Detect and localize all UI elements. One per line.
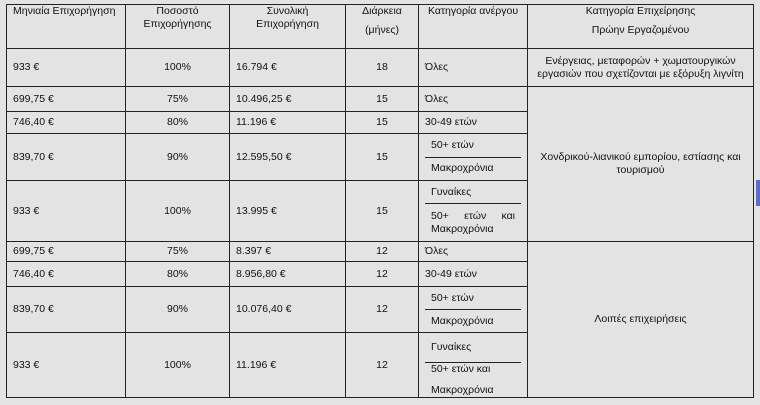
rate-cell: 75%: [126, 87, 230, 112]
category-cell: [419, 181, 528, 242]
category-word: και: [501, 209, 515, 222]
category-cell: 30-49 ετών: [419, 262, 528, 287]
category-cell: Όλες: [419, 87, 528, 112]
header-row: [7, 5, 754, 49]
header-business-line1: Κατηγορία Επιχείρησης: [585, 5, 696, 17]
monthly-cell: 933 €: [7, 181, 126, 242]
header-rate: Ποσοστό Επιχορήγησης: [126, 5, 230, 49]
category-item: [425, 363, 521, 397]
category-cell: Όλες: [419, 242, 528, 262]
months-cell: 18: [346, 49, 419, 87]
monthly-cell: 933 €: [7, 333, 126, 398]
category-cell: [419, 333, 528, 398]
total-cell: 8.397 €: [230, 242, 346, 262]
category-line: Μακροχρόνια: [431, 384, 494, 396]
category-item: Γυναίκες: [425, 333, 521, 363]
total-cell: 10.076,40 €: [230, 287, 346, 333]
rate-cell: 90%: [126, 134, 230, 181]
category-word: ετών: [464, 209, 487, 222]
header-duration-label: Διάρκεια: [362, 5, 402, 17]
months-cell: 15: [346, 112, 419, 134]
header-duration: [346, 5, 419, 49]
total-cell: 10.496,25 €: [230, 87, 346, 112]
table-row: [7, 87, 754, 112]
total-cell: 11.196 €: [230, 333, 346, 398]
monthly-cell: 699,75 €: [7, 242, 126, 262]
header-monthly: Μηνιαία Επιχορήγηση: [7, 5, 126, 49]
months-cell: 12: [346, 333, 419, 398]
monthly-cell: 699,75 €: [7, 87, 126, 112]
rate-cell: 90%: [126, 287, 230, 333]
category-item: 50+ ετών: [425, 287, 521, 310]
category-cell: Όλες: [419, 49, 528, 87]
category-item: 50+ ετών: [425, 134, 521, 158]
category-item: [425, 204, 521, 241]
monthly-cell: 839,70 €: [7, 287, 126, 333]
category-cell: [419, 287, 528, 333]
total-cell: 16.794 €: [230, 49, 346, 87]
total-cell: 12.595,50 €: [230, 134, 346, 181]
category-line2: Μακροχρόνια: [431, 222, 494, 235]
category-word: 50+: [431, 209, 449, 222]
category-cell: [419, 134, 528, 181]
rate-cell: 80%: [126, 262, 230, 287]
months-cell: 12: [346, 287, 419, 333]
rate-cell: 100%: [126, 181, 230, 242]
scroll-indicator: [756, 180, 760, 206]
header-business-line2: Πρώην Εργαζομένου: [591, 24, 690, 36]
months-cell: 15: [346, 134, 419, 181]
total-cell: 11.196 €: [230, 112, 346, 134]
months-cell: 15: [346, 181, 419, 242]
subsidy-table: [6, 4, 754, 398]
months-cell: 15: [346, 87, 419, 112]
table-row: [7, 242, 754, 262]
total-cell: 8.956,80 €: [230, 262, 346, 287]
monthly-cell: 839,70 €: [7, 134, 126, 181]
monthly-cell: 933 €: [7, 49, 126, 87]
rate-cell: 75%: [126, 242, 230, 262]
business-cell: Χονδρικού-λιανικού εμπορίου, εστίασης και τουρισμού: [528, 87, 754, 242]
months-cell: 12: [346, 262, 419, 287]
total-cell: 13.995 €: [230, 181, 346, 242]
rate-cell: 80%: [126, 112, 230, 134]
business-cell: Λοιπές επιχειρήσεις: [528, 242, 754, 398]
rate-cell: 100%: [126, 333, 230, 398]
category-line: 50+ ετών και: [431, 363, 491, 375]
category-item: Μακροχρόνια: [431, 162, 494, 175]
category-cell: 30-49 ετών: [419, 112, 528, 134]
rate-cell: 100%: [126, 49, 230, 87]
category-justified-line: [431, 210, 515, 223]
months-cell: 12: [346, 242, 419, 262]
header-duration-unit: (μήνες): [365, 24, 399, 36]
monthly-cell: 746,40 €: [7, 112, 126, 134]
table-row: [7, 49, 754, 87]
category-item: Μακροχρόνια: [431, 314, 494, 327]
header-business: [528, 5, 754, 49]
header-unemployed: Κατηγορία ανέργου: [419, 5, 528, 49]
monthly-cell: 746,40 €: [7, 262, 126, 287]
business-cell: Ενέργειας, μεταφορών + χωματουργικών εργασιών που σχετίζονται με εξόρυξη λιγνίτη: [528, 49, 754, 87]
header-total: Συνολική Επιχορήγηση: [230, 5, 346, 49]
category-item: Γυναίκες: [425, 181, 521, 204]
